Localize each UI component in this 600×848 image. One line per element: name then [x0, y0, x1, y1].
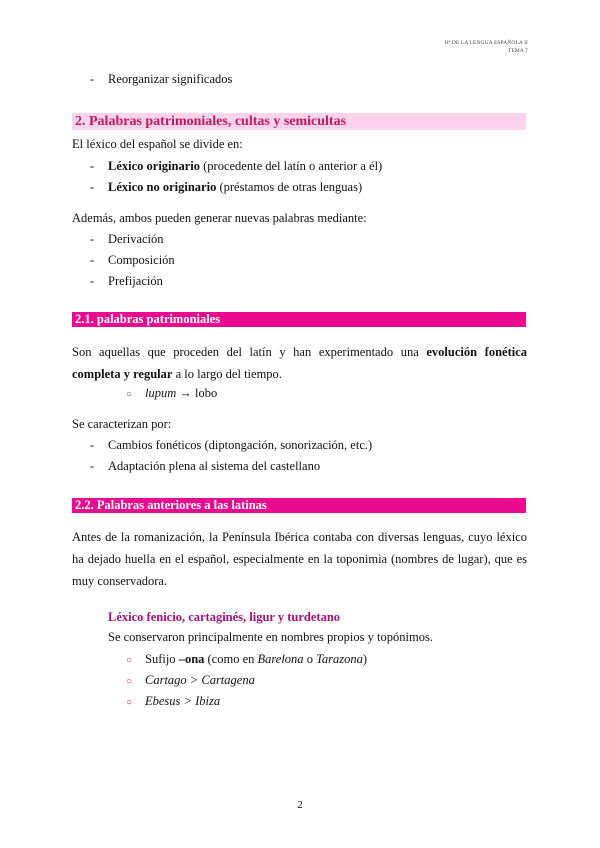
list-item-text: (préstamos de otras lenguas): [216, 180, 363, 194]
section21-description: Son aquellas que proceden del latín y han experimentado una evolución fonética completa y regular a lo largo del tiempo.: [72, 345, 527, 381]
list-item: - Composición: [90, 253, 175, 267]
section-heading-2-2: 2.2. Palabras anteriores a las latinas: [72, 498, 526, 513]
list-item-bold: Léxico no originario: [108, 180, 217, 194]
list-item-text: (procedente del latín o anterior a él): [200, 159, 383, 173]
list-item-text: Cambios fonéticos (diptongación, sonorización, etc.): [108, 438, 373, 452]
page-number: 2: [297, 799, 303, 811]
section-heading-2: 2. Palabras patrimoniales, cultas y semicultas: [72, 113, 526, 130]
example-item: ○ lupum → lobo: [126, 386, 218, 400]
section22-paragraph: Antes de la romanización, la Península Ibérica contaba con diversas lenguas, cuyo léxico ha dejado huella en el español, especialmente en la toponimia (nombres de lugar), que es muy conservadora.: [72, 530, 527, 588]
list-item-text: Adaptación plena al sistema del castellano: [108, 459, 321, 473]
page-header: [445, 39, 528, 55]
list-item: - Cambios fonéticos (diptongación, sonorización, etc.): [90, 438, 373, 452]
section2-intro: El léxico del español se divide en:: [72, 137, 243, 151]
generation-intro: Además, ambos pueden generar nuevas palabras mediante:: [72, 211, 367, 225]
example-result: lobo: [195, 386, 218, 400]
list-item: - Derivación: [90, 232, 164, 246]
example-item: ○ Sufijo –ona (como en Barelona o Tarazona): [126, 652, 368, 666]
list-item-text: Reorganizar significados: [108, 72, 233, 86]
header-course: Hª DE LA LENGUA ESPAÑOLA II: [444, 40, 528, 46]
list-item: - Reorganizar significados: [90, 72, 233, 86]
subheading: Léxico fenicio, cartaginés, ligur y turdetano: [108, 610, 341, 624]
example-text: Cartago > Cartagena: [145, 673, 255, 687]
list-item: - Prefijación: [90, 274, 163, 288]
section-heading-2-1: 2.1. palabras patrimoniales: [72, 312, 526, 327]
list-item-bold: Léxico originario: [108, 159, 200, 173]
arrow-icon: →: [176, 386, 195, 400]
list-item: - Adaptación plena al sistema del castellano: [90, 459, 321, 473]
sub-intro: Se conservaron principalmente en nombres propios y topónimos.: [108, 630, 433, 644]
header-topic: TEMA 7: [507, 48, 528, 54]
list-item-text: Prefijación: [108, 274, 163, 288]
list-item: - Léxico no originario (préstamos de otras lenguas): [90, 180, 363, 194]
example-text: Ebesus > Ibiza: [145, 694, 221, 708]
example-item: ○ Cartago > Cartagena: [126, 673, 255, 687]
traits-intro: Se caracterizan por:: [72, 417, 172, 431]
list-item: - Léxico originario (procedente del latín o anterior a él): [90, 159, 383, 173]
list-item-text: Composición: [108, 253, 175, 267]
example-item: ○ Ebesus > Ibiza: [126, 694, 221, 708]
list-item-text: Derivación: [108, 232, 164, 246]
example-latin: lupum: [145, 386, 177, 400]
